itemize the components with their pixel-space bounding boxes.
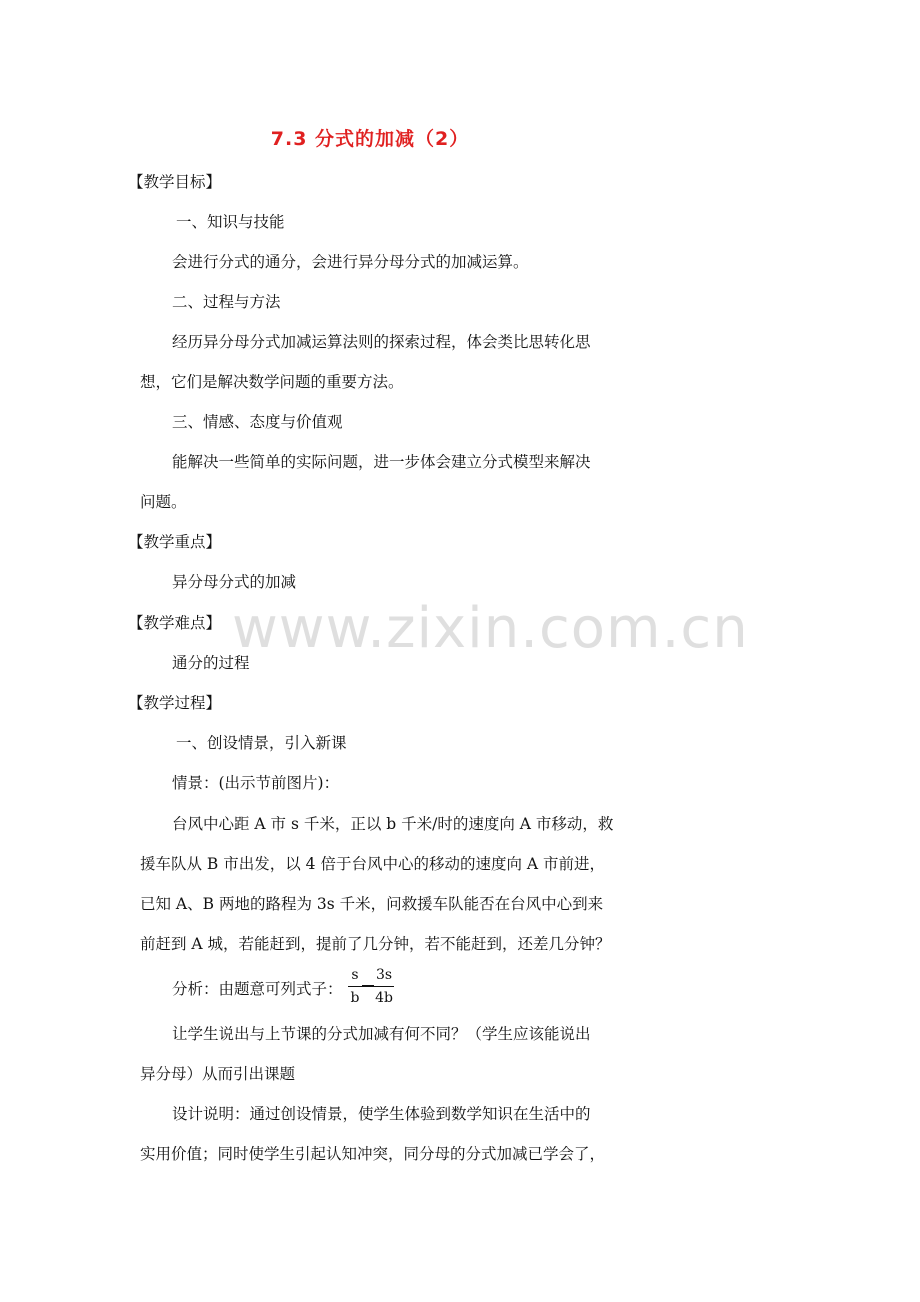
design-note-line1: 设计说明：通过创设情景，使学生体验到数学知识在生活中的: [172, 1105, 591, 1123]
fraction-s-over-b: [348, 966, 362, 1007]
question-line2: 异分母）从而引出课题: [140, 1065, 296, 1083]
minus-sign: [362, 985, 374, 987]
subheading-intro: 一、创设情景，引入新课: [176, 734, 347, 752]
fraction-numerator: s: [351, 967, 359, 983]
paragraph-difficulty: 通分的过程: [172, 654, 250, 672]
section-heading-key: 【教学重点】: [128, 533, 222, 551]
subheading-process: 二、过程与方法: [172, 293, 281, 311]
analysis-text: 分析：由题意可列式子：: [172, 980, 343, 998]
paragraph-scene: 情景：(出示节前图片)：: [172, 774, 340, 792]
section-heading-difficulty: 【教学难点】: [128, 614, 222, 632]
page-title: 7.3 分式的加减（2）: [270, 128, 470, 150]
problem-line4: 前赶到 A 城，若能赶到，提前了几分钟，若不能赶到，还差几分钟？: [140, 935, 611, 953]
section-heading-goals: 【教学目标】: [128, 173, 222, 191]
fraction-expression: [344, 966, 404, 1016]
subheading-knowledge: 一、知识与技能: [176, 213, 285, 231]
design-note-line2: 实用价值；同时使学生引起认知冲突，同分母的分式加减已学会了，: [140, 1145, 606, 1163]
subheading-attitude: 三、情感、态度与价值观: [172, 413, 343, 431]
fraction-denominator: b: [350, 990, 360, 1006]
fraction-bar: [348, 986, 362, 987]
watermark: www.zixin.com.cn: [232, 596, 749, 661]
paragraph-knowledge: 会进行分式的通分，会进行异分母分式的加减运算。: [172, 253, 529, 271]
paragraph-attitude-line1: 能解决一些简单的实际问题，进一步体会建立分式模型来解决: [172, 453, 591, 471]
fraction-numerator: 3s: [375, 967, 393, 983]
section-heading-process: 【教学过程】: [128, 694, 222, 712]
paragraph-attitude-line2: 问题。: [140, 493, 187, 511]
fraction-bar: [374, 986, 394, 987]
paragraph-process-line2: 想，它们是解决数学问题的重要方法。: [140, 373, 404, 391]
problem-line2: 援车队从 B 市出发，以 4 倍于台风中心的移动的速度向 A 市前进，: [140, 855, 606, 873]
paragraph-key: 异分母分式的加减: [172, 573, 297, 591]
problem-line1: 台风中心距 A 市 s 千米，正以 b 千米/时的速度向 A 市移动，救: [172, 815, 614, 833]
fraction-denominator: 4b: [375, 990, 393, 1006]
paragraph-process-line1: 经历异分母分式加减运算法则的探索过程，体会类比思转化思: [172, 333, 591, 351]
fraction-3s-over-4b: [374, 966, 394, 1007]
question-line1: 让学生说出与上节课的分式加减有何不同？（学生应该能说出: [172, 1025, 591, 1043]
problem-line3: 已知 A、B 两地的路程为 3s 千米，问救援车队能否在台风中心到来: [140, 895, 604, 913]
